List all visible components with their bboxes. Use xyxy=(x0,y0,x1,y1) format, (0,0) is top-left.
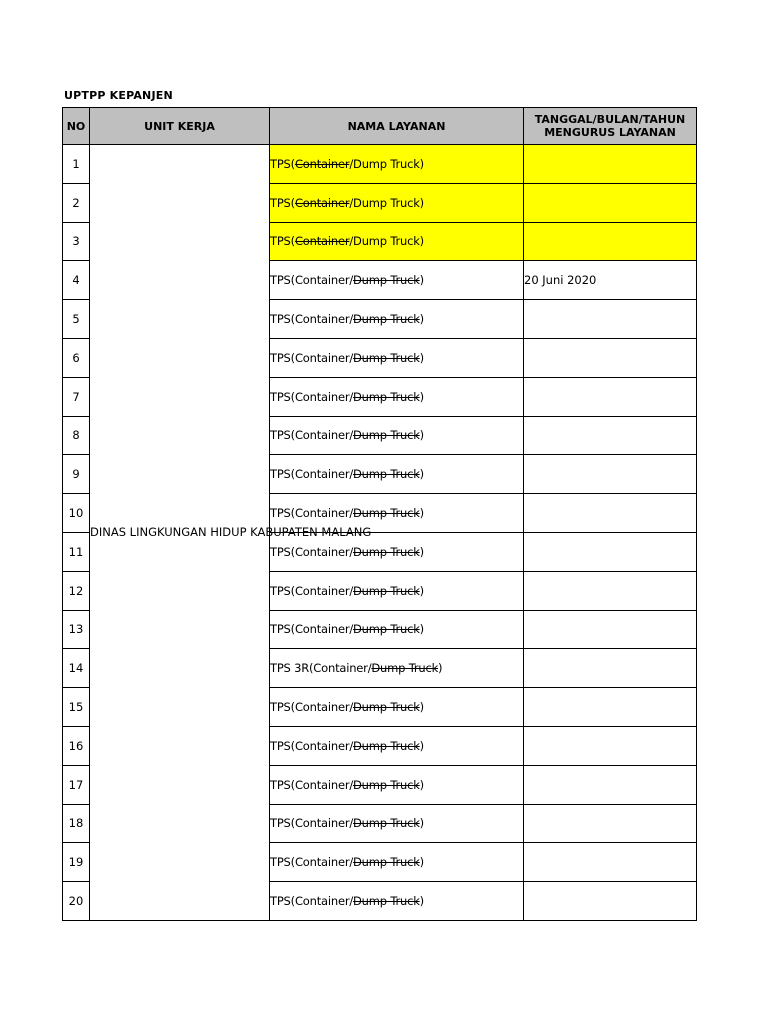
service-text: TPS(Container/ xyxy=(270,738,354,753)
service-name-cell xyxy=(270,416,524,455)
service-name-cell xyxy=(270,377,524,416)
service-text: TPS( xyxy=(270,195,295,210)
service-text: TPS(Container/ xyxy=(270,816,354,831)
service-name-cell xyxy=(270,455,524,494)
service-text: ) xyxy=(419,700,424,715)
row-number: 8 xyxy=(63,416,90,455)
row-number: 9 xyxy=(63,455,90,494)
service-date-cell xyxy=(524,532,697,571)
service-struck-text: Dump Truck xyxy=(353,700,420,715)
service-struck-text: Container xyxy=(294,195,350,210)
row-number: 3 xyxy=(63,222,90,261)
table-row xyxy=(63,145,697,184)
service-struck-text: Dump Truck xyxy=(353,312,420,327)
service-text: TPS(Container/ xyxy=(270,622,354,637)
service-name-cell xyxy=(270,688,524,727)
row-number: 18 xyxy=(63,804,90,843)
service-text: TPS(Container/ xyxy=(270,506,354,521)
row-number: 15 xyxy=(63,688,90,727)
service-text: ) xyxy=(419,428,424,443)
service-name-cell xyxy=(270,300,524,339)
service-text: ) xyxy=(419,816,424,831)
row-number: 11 xyxy=(63,532,90,571)
service-struck-text: Dump Truck xyxy=(353,273,420,288)
service-text: TPS(Container/ xyxy=(270,389,354,404)
service-struck-text: Dump Truck xyxy=(353,506,420,521)
row-number: 20 xyxy=(63,882,90,921)
service-text: TPS(Container/ xyxy=(270,583,354,598)
service-struck-text: Dump Truck xyxy=(353,428,420,443)
service-text: ) xyxy=(419,622,424,637)
service-date-cell xyxy=(524,338,697,377)
service-date-cell xyxy=(524,183,697,222)
unit-kerja-cell: DINAS LINGKUNGAN HIDUP KABUPATEN MALANG xyxy=(90,145,270,921)
service-text: TPS(Container/ xyxy=(270,273,354,288)
service-text: ) xyxy=(419,894,424,909)
service-date-cell: 20 Juni 2020 xyxy=(524,261,697,300)
service-text: TPS(Container/ xyxy=(270,312,354,327)
service-text: TPS(Container/ xyxy=(270,700,354,715)
service-struck-text: Container xyxy=(294,234,350,249)
service-text: TPS 3R(Container/ xyxy=(270,661,372,676)
row-number: 13 xyxy=(63,610,90,649)
service-struck-text: Dump Truck xyxy=(353,855,420,870)
service-name-cell xyxy=(270,843,524,882)
service-name-cell xyxy=(270,261,524,300)
service-name-cell xyxy=(270,183,524,222)
header-row xyxy=(63,108,697,145)
service-date-cell xyxy=(524,649,697,688)
header-nama-layanan: NAMA LAYANAN xyxy=(270,108,524,145)
service-date-cell xyxy=(524,455,697,494)
header-no: NO xyxy=(63,108,90,145)
service-text: ) xyxy=(419,738,424,753)
service-name-cell xyxy=(270,571,524,610)
service-text: /Dump Truck xyxy=(349,195,420,210)
service-text: ) xyxy=(419,544,424,559)
service-name-cell xyxy=(270,222,524,261)
service-text: ) xyxy=(419,777,424,792)
service-struck-text: Dump Truck xyxy=(353,467,420,482)
row-number: 2 xyxy=(63,183,90,222)
service-date-cell xyxy=(524,145,697,184)
service-date-cell xyxy=(524,765,697,804)
service-date-cell xyxy=(524,571,697,610)
service-text: ) xyxy=(419,156,424,171)
service-struck-text: Dump Truck xyxy=(353,777,420,792)
service-name-cell xyxy=(270,765,524,804)
service-text: TPS(Container/ xyxy=(270,777,354,792)
service-struck-text: Dump Truck xyxy=(353,350,420,365)
service-text: TPS(Container/ xyxy=(270,467,354,482)
service-text: TPS(Container/ xyxy=(270,894,354,909)
service-struck-text: Dump Truck xyxy=(353,738,420,753)
service-struck-text: Dump Truck xyxy=(353,894,420,909)
service-date-cell xyxy=(524,377,697,416)
service-text: ) xyxy=(419,855,424,870)
row-number: 10 xyxy=(63,494,90,533)
service-text: ) xyxy=(419,312,424,327)
service-text: TPS(Container/ xyxy=(270,350,354,365)
row-number: 5 xyxy=(63,300,90,339)
row-number: 17 xyxy=(63,765,90,804)
service-date-cell xyxy=(524,222,697,261)
service-date-cell xyxy=(524,882,697,921)
service-struck-text: Dump Truck xyxy=(353,544,420,559)
service-text: TPS( xyxy=(270,156,295,171)
service-name-cell xyxy=(270,882,524,921)
service-text: ) xyxy=(419,350,424,365)
service-date-cell xyxy=(524,688,697,727)
row-number: 1 xyxy=(63,145,90,184)
row-number: 14 xyxy=(63,649,90,688)
row-number: 16 xyxy=(63,726,90,765)
service-text: ) xyxy=(419,583,424,598)
header-unit-kerja: UNIT KERJA xyxy=(90,108,270,145)
page-title: UPTPP KEPANJEN xyxy=(64,89,173,102)
row-number: 7 xyxy=(63,377,90,416)
service-name-cell xyxy=(270,804,524,843)
service-struck-text: Container xyxy=(294,156,350,171)
row-number: 12 xyxy=(63,571,90,610)
service-struck-text: Dump Truck xyxy=(353,816,420,831)
service-text: ) xyxy=(419,195,424,210)
service-name-cell xyxy=(270,338,524,377)
table-body xyxy=(63,145,697,921)
service-text: TPS(Container/ xyxy=(270,544,354,559)
service-date-cell xyxy=(524,416,697,455)
service-text: TPS(Container/ xyxy=(270,428,354,443)
service-text: ) xyxy=(419,389,424,404)
service-name-cell xyxy=(270,610,524,649)
service-name-cell xyxy=(270,145,524,184)
service-struck-text: Dump Truck xyxy=(353,622,420,637)
service-text: /Dump Truck xyxy=(349,156,420,171)
service-struck-text: Dump Truck xyxy=(353,389,420,404)
row-number: 6 xyxy=(63,338,90,377)
service-struck-text: Dump Truck xyxy=(371,661,439,676)
service-text: ) xyxy=(438,661,443,676)
service-date-cell xyxy=(524,804,697,843)
row-number: 19 xyxy=(63,843,90,882)
service-text: TPS( xyxy=(270,234,295,249)
service-table xyxy=(62,107,697,921)
service-text: ) xyxy=(419,234,424,249)
service-text: ) xyxy=(419,273,424,288)
service-date-cell xyxy=(524,843,697,882)
row-number: 4 xyxy=(63,261,90,300)
service-date-cell xyxy=(524,300,697,339)
service-name-cell xyxy=(270,649,524,688)
service-text: TPS(Container/ xyxy=(270,855,354,870)
service-date-cell xyxy=(524,726,697,765)
service-date-cell xyxy=(524,494,697,533)
service-text: ) xyxy=(419,467,424,482)
service-text: ) xyxy=(419,506,424,521)
service-text: /Dump Truck xyxy=(349,234,420,249)
service-name-cell xyxy=(270,726,524,765)
header-tanggal: TANGGAL/BULAN/TAHUN MENGURUS LAYANAN xyxy=(524,108,697,145)
service-date-cell xyxy=(524,610,697,649)
service-struck-text: Dump Truck xyxy=(353,583,420,598)
